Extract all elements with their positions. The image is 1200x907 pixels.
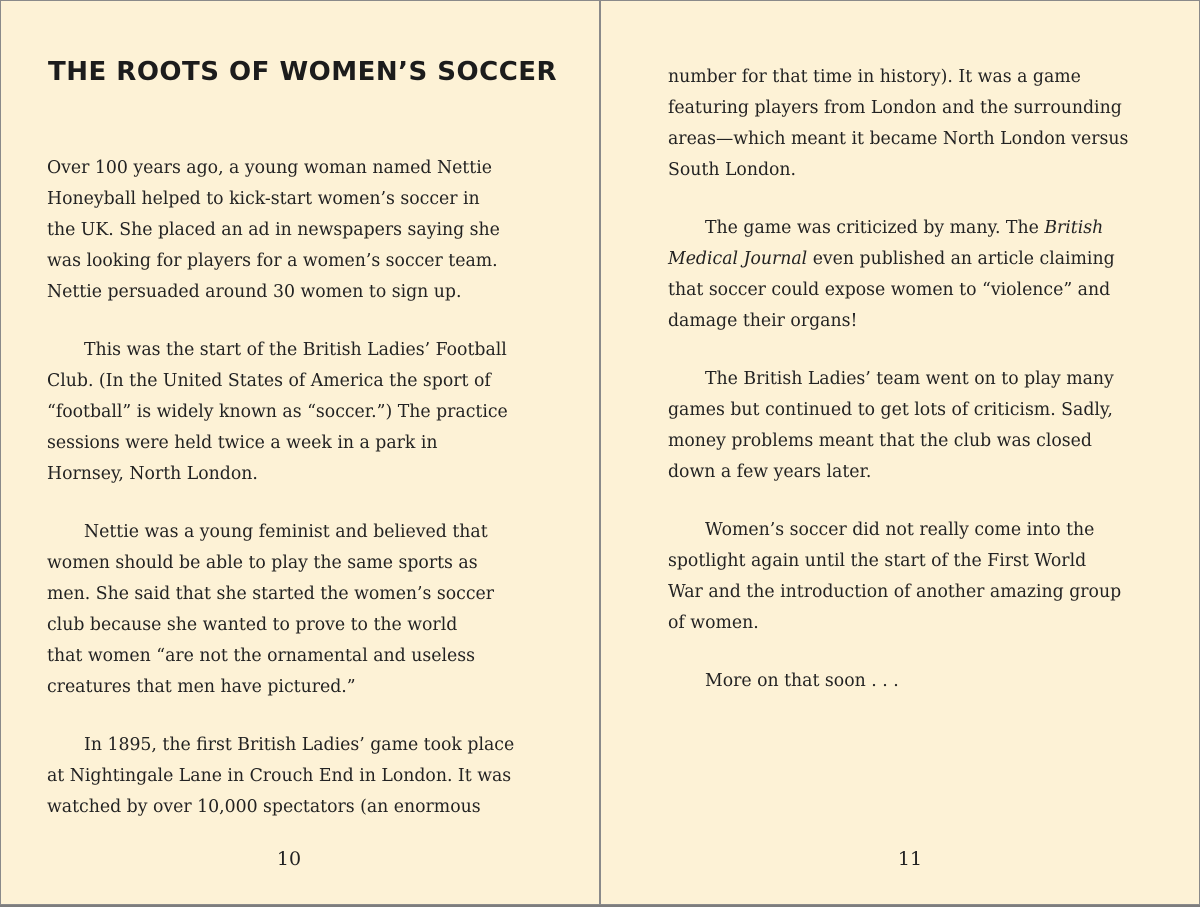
text-line: Honeyball helped to kick-start women’s soccer in (47, 189, 480, 209)
paragraph (47, 335, 539, 490)
text-line: spotlight again until the start of the First World (668, 551, 1087, 571)
text-line: In 1895, the first British Ladies’ game took place (84, 735, 515, 755)
text-line: down a few years later. (668, 462, 872, 482)
italic-title: Medical Journal (668, 249, 808, 269)
text-line: Nettie was a young feminist and believed that (84, 522, 488, 542)
chapter-title: THE ROOTS OF WOMEN’S SOCCER (48, 57, 558, 87)
text-line: More on that soon . . . (705, 671, 899, 691)
right-page-body (668, 62, 1163, 724)
text-line: “football” is widely known as “soccer.”) The practice (47, 402, 508, 422)
text-line: watched by over 10,000 spectators (an enormous (47, 797, 481, 817)
text-line: War and the introduction of another amazing group (668, 582, 1122, 602)
text-line: club because she wanted to prove to the world (47, 615, 458, 635)
text-line: Club. (In the United States of America the sport of (47, 371, 491, 391)
text-line: The British Ladies’ team went on to play many (705, 369, 1114, 389)
text-line: South London. (668, 160, 797, 180)
text-line: that women “are not the ornamental and useless (47, 646, 475, 666)
text-line: areas—which meant it became North London versus (668, 129, 1129, 149)
page-number: 11 (897, 848, 923, 870)
right-page (601, 0, 1200, 905)
text-line: number for that time in history). It was a game (668, 67, 1081, 87)
italic-title: British (1044, 218, 1104, 238)
paragraph (668, 364, 1163, 488)
text-line: sessions were held twice a week in a park in (47, 433, 438, 453)
text-line: games but continued to get lots of criticism. Sadly, (668, 400, 1113, 420)
text-line: of women. (668, 613, 759, 633)
text-line: Hornsey, North London. (47, 464, 258, 484)
text-line: Women’s soccer did not really come into the (705, 520, 1095, 540)
text-line: damage their organs! (668, 311, 858, 331)
text-line: that soccer could expose women to “violence” and (668, 280, 1111, 300)
paragraph (47, 517, 539, 703)
text-line: women should be able to play the same sports as (47, 553, 478, 573)
text-line: creatures that men have pictured.” (47, 677, 356, 697)
text-run: even published an article claiming (807, 249, 1115, 269)
text-line: at Nightingale Lane in Crouch End in London. It was (47, 766, 512, 786)
text-run: The game was criticized by many. The (705, 218, 1045, 238)
paragraph (47, 153, 539, 308)
text-line: the UK. She placed an ad in newspapers saying she (47, 220, 500, 240)
paragraph (668, 62, 1163, 186)
text-line: was looking for players for a women’s soccer team. (47, 251, 498, 271)
paragraph (668, 666, 1163, 697)
paragraph (47, 730, 539, 823)
text-line (668, 213, 1163, 244)
page-number: 10 (276, 848, 302, 870)
paragraph (668, 213, 1163, 337)
left-page-body (47, 153, 539, 850)
left-page (0, 0, 599, 905)
text-line: men. She said that she started the women’s soccer (47, 584, 495, 604)
text-line: Over 100 years ago, a young woman named Nettie (47, 158, 492, 178)
text-line: Nettie persuaded around 30 women to sign up. (47, 282, 462, 302)
text-line (668, 244, 1163, 275)
text-line: featuring players from London and the surrounding (668, 98, 1122, 118)
paragraph (668, 515, 1163, 639)
text-line: This was the start of the British Ladies’ Football (84, 340, 507, 360)
text-line: money problems meant that the club was closed (668, 431, 1092, 451)
